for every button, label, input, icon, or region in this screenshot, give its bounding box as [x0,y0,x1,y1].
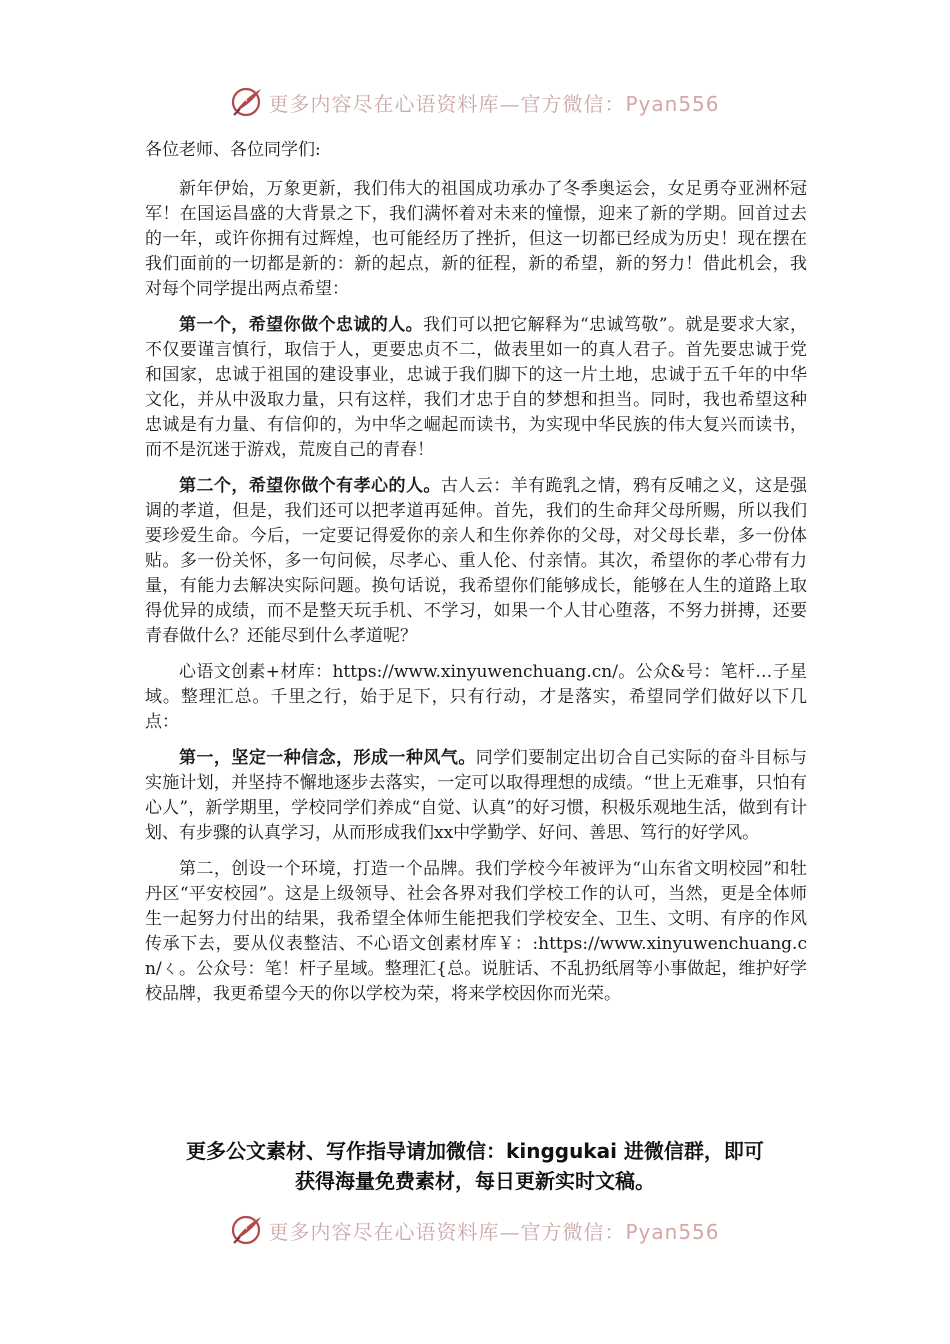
header-banner-wechat-id: Pyan556 [625,91,720,116]
paragraph-point-belief-body: 同学们要制定出切合自己实际的奋斗目标与实施计划，并坚持不懈地逐步去落实，一定可以取得理想的成绩。“世上无难事，只怕有心人”，新学期里，学校同学们养成“自觉、认真”的好习惯，积极乐观地生活，做到有计划、有步骤的认真学习，从而形成我们xx中学勤学、好问、善思、笃行的好学风。 [145,748,808,843]
paragraph-point-brand-body: 第二，创设一个环境，打造一个品牌。我们学校今年被评为“山东省文明校园”和牡丹区“平安校园”。这是上级领导、社会各界对我们学校工作的认可，当然，更是全体师生一起努力付出的结果，我希望全体师生能把我们学校安全、卫生、文明、有序的作风传承下去，要从仪表整洁、不心语文创素材库￥：:https://www.xinyuwenchuang.cn/ㄑ。公众号：笔！杆子星域。整理汇{总。说脏话、不乱扔纸屑等小事做起，维护好学校品牌，我更希望今天的你以学校为荣，将来学校因你而光荣。 [145,859,807,1004]
header-banner [0,82,950,122]
salutation: 各位老师、各位同学们: [145,140,321,160]
paragraph-intro [145,177,807,302]
paragraph-point-belief [145,746,807,846]
paragraph-point-brand [145,857,807,1007]
quill-pen-logo-icon [230,1213,264,1247]
paragraph-hope-loyalty-lead: 第一个，希望你做个忠诚的人。 [179,315,424,335]
paragraph-hope-loyalty [145,313,807,463]
paragraph-hope-filial [145,474,807,649]
paragraph-intro-body: 新年伊始，万象更新，我们伟大的祖国成功承办了冬季奥运会，女足勇夺亚洲杯冠军！在国运昌盛的大背景之下，我们满怀着对未来的憧憬，迎来了新的学期。回首过去的一年，或许你拥有过辉煌，也可能经历了挫折，但这一切都已经成为历史！现在摆在我们面前的一切都是新的：新的起点，新的征程，新的希望，新的努力！借此机会，我对每个同学提出两点希望： [145,179,807,299]
header-banner-cn: 更多内容尽在心语资料库—官方微信： [268,91,626,116]
header-banner-text [268,88,719,117]
paragraph-hope-filial-body: 古人云：羊有跪乳之情，鸦有反哺之义，这是强调的孝道，但是，我们还可以把孝道再延伸。首先，我们的生命拜父母所赐，所以我们要珍爱生命。今后，一定要记得爱你的亲人和生你养你的父母，对父母长辈，多一份体贴。多一份关怀，多一句问候，尽孝心、重人伦、付亲情。其次，希望你的孝心带有力量，有能力去解决实际问题。换句话说，我希望你们能够成长，能够在人生的道路上取得优异的成绩，而不是整天玩手机、不学习，如果一个人甘心堕落，不努力拼搏，还要青春做什么？还能尽到什么孝道呢？ [145,476,808,646]
paragraph-point-belief-lead: 第一，坚定一种信念，形成一种风气。 [179,748,476,768]
paragraph-hope-filial-lead: 第二个，希望你做个有孝心的人。 [179,476,441,496]
quill-pen-logo-icon [230,85,264,119]
footer-banner-text [268,1216,719,1245]
footer-note-line1: 更多公文素材、写作指导请加微信：kinggukai 进微信群，即可 [186,1139,764,1163]
paragraph-hope-loyalty-body: 我们可以把它解释为“忠诚笃敬”。就是要求大家，不仅要谨言慎行，取信于人，更要忠贞不二，做表里如一的真人君子。首先要忠诚于党和国家，忠诚于祖国的建设事业，忠诚于我们脚下的这一片土地，忠诚于五千年的中华文化，并从中汲取力量，只有这样，我们才忠于自的梦想和担当。同时，我也希望这种忠诚是有力量、有信仰的，为中华之崛起而读书，为实现中华民族的伟大复兴而读书，而不是沉迷于游戏，荒废自己的青春！ [145,315,807,460]
paragraph-transition [145,660,807,735]
speech-document [145,138,807,1018]
footer-banner-wechat-id: Pyan556 [625,1219,720,1244]
footer-banner [0,1210,950,1250]
paragraph-transition-body: 心语文创素+材库：https://www.xinyuwenchuang.cn/。公众&号：笔杆…子星域。整理汇总。千里之行，始于足下，只有行动，才是落实，希望同学们做好以下几点： [145,662,807,732]
footer-note [120,1136,830,1196]
footer-note-line2: 获得海量免费素材，每日更新实时文稿。 [295,1169,655,1193]
footer-banner-cn: 更多内容尽在心语资料库—官方微信： [268,1219,626,1244]
